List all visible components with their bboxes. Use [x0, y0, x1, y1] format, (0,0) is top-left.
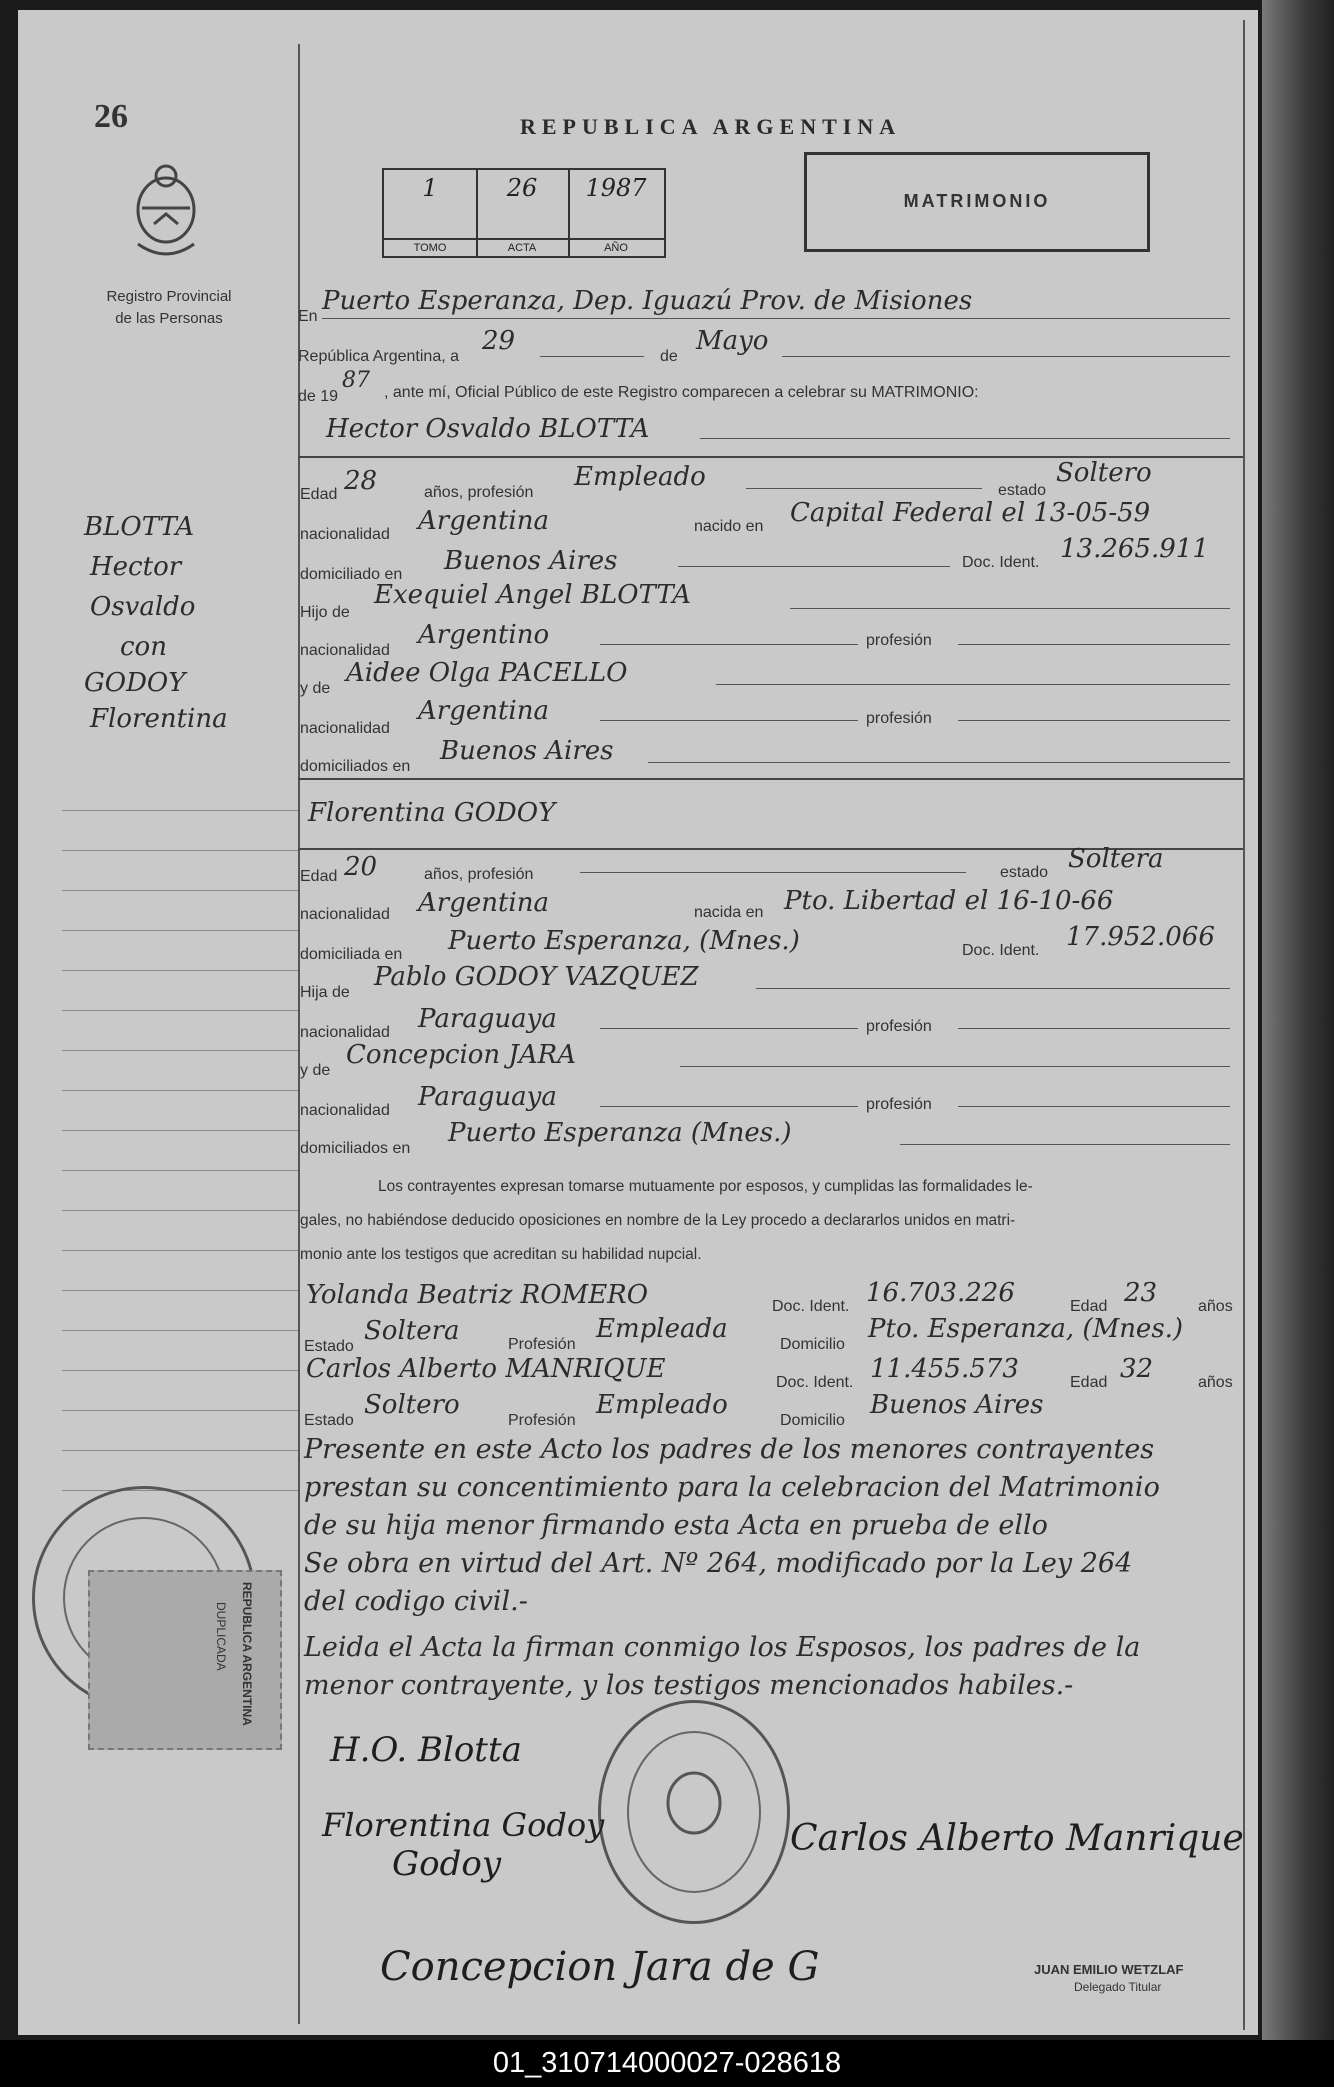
margin-note-line: GODOY	[84, 668, 186, 698]
groom-mother-nationality: Argentina	[418, 696, 549, 726]
fiscal-stamp-sub: DUPLICADA	[214, 1602, 228, 1671]
signature-concepcion: Concepcion Jara de G	[380, 1944, 820, 1990]
bride-parents-dom-label: domiciliados en	[300, 1140, 411, 1157]
signature-witness: Carlos Alberto Manrique	[790, 1818, 1244, 1859]
groom-parents-dom-label: domiciliados en	[300, 758, 411, 775]
margin-note-line: con	[120, 632, 167, 662]
witness1-anos-label: años	[1198, 1298, 1233, 1315]
acta-value: 26	[506, 174, 538, 202]
witness1-prof-label: Profesión	[508, 1336, 576, 1353]
official-stamp-title: Delegado Titular	[1074, 1980, 1162, 1994]
bride-parents-domicile: Puerto Esperanza (Mnes.)	[448, 1118, 792, 1148]
groom-doc-label: Doc. Ident.	[962, 554, 1040, 571]
witness2-estado-label: Estado	[304, 1412, 354, 1429]
bride-domicile: Puerto Esperanza, (Mnes.)	[448, 926, 800, 956]
groom-mother: Aidee Olga PACELLO	[346, 658, 628, 688]
bride-edad-label: Edad	[300, 868, 338, 885]
signature-mother: Godoy	[392, 1844, 502, 1884]
bride-father: Pablo GODOY VAZQUEZ	[374, 962, 699, 992]
bride-doc: 17.952.066	[1066, 922, 1215, 952]
groom-dom-label: domiciliado en	[300, 566, 403, 583]
groom-born: Capital Federal el 13-05-59	[790, 498, 1151, 528]
groom-doc: 13.265.911	[1060, 534, 1209, 564]
witness1-profession: Empleada	[596, 1314, 728, 1344]
bride-father-nac-label: nacionalidad	[300, 1024, 390, 1041]
declaration	[300, 1170, 1230, 1272]
de-label: de	[660, 348, 678, 365]
witness2-doc: 11.455.573	[870, 1354, 1019, 1384]
ano-label: AÑO	[568, 238, 664, 256]
year: 87	[342, 368, 370, 393]
groom-father-nac-label: nacionalidad	[300, 642, 390, 659]
ano-value: 1987	[585, 174, 647, 202]
country-title: REPUBLICA ARGENTINA	[520, 114, 902, 139]
groom-nac-label: nacionalidad	[300, 526, 390, 543]
fiscal-stamp	[88, 1570, 282, 1750]
coat-of-arms-icon	[118, 160, 214, 270]
declaration-line: monio ante los testigos que acreditan su habilidad nupcial.	[300, 1246, 702, 1263]
witness1-doc: 16.703.226	[866, 1278, 1015, 1308]
witness1-age: 23	[1124, 1278, 1158, 1308]
bride-yde-label: y de	[300, 1062, 331, 1079]
groom-profession: Empleado	[574, 462, 706, 492]
tomo-label: TOMO	[384, 238, 476, 256]
groom-age: 28	[344, 466, 378, 496]
bride-mother-prof-label: profesión	[866, 1096, 932, 1113]
groom-hijo-label: Hijo de	[300, 604, 350, 621]
declaration-line: gales, no habiéndose deducido oposiciones en nombre de la Ley procedo a declararlos unidos en matri-	[300, 1212, 1016, 1229]
margin-note-line: BLOTTA	[84, 512, 195, 542]
margin-note-line: Hector	[90, 552, 182, 582]
book-binding	[1262, 0, 1334, 2040]
seal-emblem-icon	[601, 1703, 787, 1921]
groom-domicile: Buenos Aires	[444, 546, 618, 576]
official-stamp-name: JUAN EMILIO WETZLAF	[1034, 1962, 1184, 1977]
witness2-doc-label: Doc. Ident.	[776, 1374, 854, 1391]
witness1-dom-label: Domicilio	[780, 1336, 845, 1353]
witness1-domicile: Pto. Esperanza, (Mnes.)	[868, 1314, 1184, 1344]
bride-nac-label: nacionalidad	[300, 906, 390, 923]
bride-doc-label: Doc. Ident.	[962, 942, 1040, 959]
republic-label: República Argentina, a	[298, 348, 459, 365]
year-label: de 19	[298, 388, 339, 405]
witness1-doc-label: Doc. Ident.	[772, 1298, 850, 1315]
image-id-footer: 01_310714000027-028618	[0, 2040, 1334, 2087]
groom-born-label: nacido en	[694, 518, 764, 535]
right-margin-line	[1243, 20, 1245, 2030]
witness1-edad-label: Edad	[1070, 1298, 1108, 1315]
groom-estado: Soltero	[1056, 458, 1152, 488]
groom-yde-label: y de	[300, 680, 331, 697]
statement: , ante mí, Oficial Público de este Registro comparecen a celebrar su MATRIMONIO:	[384, 384, 979, 401]
tomo-value: 1	[422, 174, 438, 202]
witness1-estado: Soltera	[364, 1316, 460, 1346]
bride-father-prof-label: profesión	[866, 1018, 932, 1035]
note-line: Leida el Acta la firman conmigo los Esposos, los padres de la	[304, 1632, 1141, 1663]
groom-father: Exequiel Angel BLOTTA	[374, 580, 692, 610]
tomo-cell	[384, 170, 478, 256]
bride-age: 20	[344, 852, 378, 882]
witness2-profession: Empleado	[596, 1390, 728, 1420]
margin-note-line: Florentina	[90, 704, 228, 734]
margin-note-line: Osvaldo	[90, 592, 196, 622]
groom-mother-prof-label: profesión	[866, 710, 932, 727]
civil-registry-seal	[598, 1700, 790, 1924]
witness2-edad-label: Edad	[1070, 1374, 1108, 1391]
en-label: En	[298, 308, 318, 325]
note-line: de su hija menor firmando esta Acta en prueba de ello	[304, 1510, 1048, 1541]
groom-anos-label: años, profesión	[424, 484, 534, 501]
ano-cell	[568, 170, 664, 256]
groom-nationality: Argentina	[418, 506, 549, 536]
witness1-estado-label: Estado	[304, 1338, 354, 1355]
witness2-prof-label: Profesión	[508, 1412, 576, 1429]
month: Mayo	[696, 326, 769, 356]
registry-line1: Registro Provincial	[106, 288, 232, 305]
note-line: Presente en este Acto los padres de los menores contrayentes	[304, 1434, 1155, 1465]
record-number-box	[382, 168, 666, 258]
bride-anos-label: años, profesión	[424, 866, 534, 883]
page-number: 26	[94, 98, 128, 135]
fiscal-stamp-text: REPUBLICA ARGENTINA	[240, 1582, 254, 1726]
declaration-line: Los contrayentes expresan tomarse mutuamente por esposos, y cumplidas las formalidades le-	[378, 1178, 1033, 1195]
acta-label: ACTA	[476, 238, 568, 256]
record-type: MATRIMONIO	[903, 191, 1051, 211]
note-line: del codigo civil.-	[304, 1586, 528, 1617]
day: 29	[482, 326, 516, 356]
groom-father-nationality: Argentino	[418, 620, 550, 650]
note-line: Se obra en virtud del Art. Nº 264, modificado por la Ley 264	[304, 1548, 1133, 1579]
bride-mother: Concepcion JARA	[346, 1040, 576, 1070]
groom-estado-label: estado	[998, 482, 1047, 499]
note-line: menor contrayente, y los testigos mencionados habiles.-	[304, 1670, 1074, 1701]
witness2-domicile: Buenos Aires	[870, 1390, 1044, 1420]
groom-name: Hector Osvaldo BLOTTA	[326, 414, 650, 444]
witness2-age: 32	[1120, 1354, 1154, 1384]
acta-cell	[476, 170, 570, 256]
witness2-anos-label: años	[1198, 1374, 1233, 1391]
registry-line2: de las Personas	[115, 310, 223, 327]
bride-mother-nac-label: nacionalidad	[300, 1102, 390, 1119]
signature-bride: Florentina Godoy	[322, 1806, 605, 1844]
bride-hija-label: Hija de	[300, 984, 350, 1001]
bride-nationality: Argentina	[418, 888, 549, 918]
groom-mother-nac-label: nacionalidad	[300, 720, 390, 737]
bride-mother-nationality: Paraguaya	[418, 1082, 557, 1112]
witness2-estado: Soltero	[364, 1390, 460, 1420]
groom-edad-label: Edad	[300, 486, 338, 503]
witness2-name: Carlos Alberto MANRIQUE	[306, 1354, 666, 1384]
note-line: prestan su concentimiento para la celebracion del Matrimonio	[304, 1472, 1160, 1503]
bride-born: Pto. Libertad el 16-10-66	[784, 886, 1114, 916]
bride-born-label: nacida en	[694, 904, 764, 921]
bride-estado-label: estado	[1000, 864, 1049, 881]
bride-name: Florentina GODOY	[308, 798, 556, 828]
groom-parents-domicile: Buenos Aires	[440, 736, 614, 766]
record-type-box	[804, 152, 1150, 252]
groom-father-prof-label: profesión	[866, 632, 932, 649]
bride-dom-label: domiciliada en	[300, 946, 403, 963]
witness1-name: Yolanda Beatriz ROMERO	[306, 1280, 649, 1310]
signature-groom: H.O. Blotta	[330, 1730, 522, 1770]
witness2-dom-label: Domicilio	[780, 1412, 845, 1429]
place: Puerto Esperanza, Dep. Iguazú Prov. de Misiones	[322, 286, 973, 316]
bride-father-nationality: Paraguaya	[418, 1004, 557, 1034]
bride-estado: Soltera	[1068, 844, 1164, 874]
